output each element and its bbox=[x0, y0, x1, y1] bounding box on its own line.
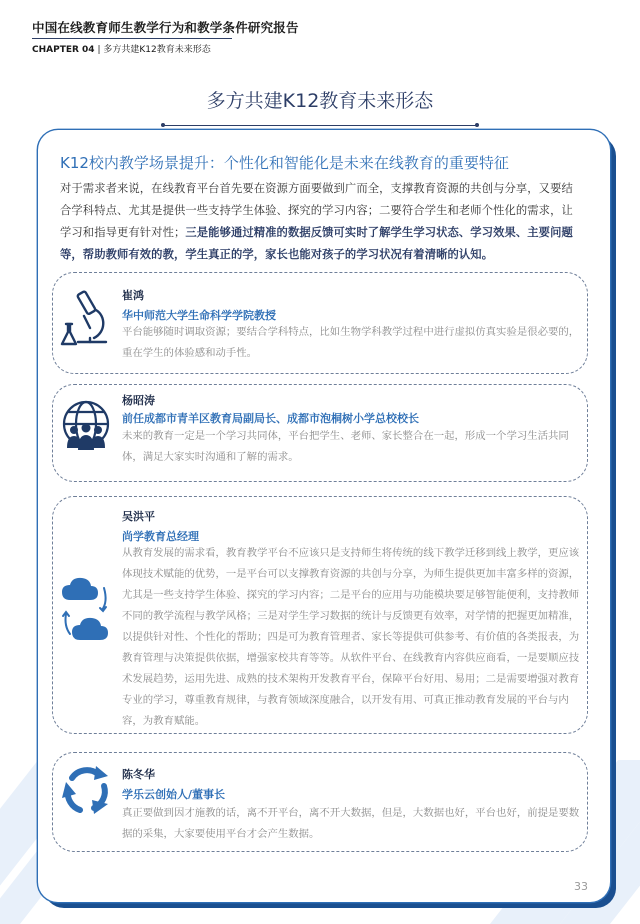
refresh-cycle-icon bbox=[60, 764, 112, 816]
header-divider bbox=[32, 38, 232, 39]
quote-text: 真正要做到因才施教的话，离不开平台，离不开大数据，但是，大数据也好，平台也好，前提是要数据的采集，大家要使用平台才会产生数据。 bbox=[122, 807, 580, 840]
quote-text: 未来的教育一定是一个学习共同体，平台把学生、老师、家长整合在一起，形成一个学习生活共同体，满足大家实时沟通和了解的需求。 bbox=[122, 430, 569, 463]
quote-text: 从教育发展的需求看，教育教学平台不应该只是支持师生将传统的线下教学迁移到线上教学，更应该体现技术赋能的优势，一是平台可以支撑教育资源的共创与分享，为师生提供更加丰富多样的资源，尤其是一些支持学生体验、探究的学习内容；二是平台的应用与功能模块要足够智能便利，支持教师不同的教学流程与教学风格；三是对学生学习数据的统计与反馈更有效率，对学情的把握更加精准，以提供针对性、个性化的帮助；四是可为教育管理者、家长等提供可供参考、有价值的各类报表，为教育管理与决策提供依据，增强家校共育等等。从软件平台、在线教育内容供应商看，一是要顺应技术发展趋势，运用先进、成熟的技术架构开发教育平台，保障平台好用、易用；二是需要增强对教育专业的学习，尊重教育规律，与教育领域深度融合，以开发有用、可真正推动教育发展的平台与内容，为教育赋能。 bbox=[122, 547, 580, 727]
quote-author-name: 吴洪平 bbox=[122, 510, 155, 523]
microscope-icon bbox=[60, 288, 110, 350]
quote-author-role: 尚学教育总经理 bbox=[122, 530, 199, 543]
section-heading: K12校内教学场景提升：个性化和智能化是未来在线教育的重要特征 bbox=[60, 154, 509, 172]
paragraph-emphasis: 三是能够通过精准的数据反馈可实时了解学生学习状态、学习效果、主要问题等，帮助教师有效的教，学生真正的学，家长也能对孩子的学习状况有着清晰的认知。 bbox=[60, 226, 573, 261]
quote-author-role: 前任成都市青羊区教育局副局长、成都市泡桐树小学总校校长 bbox=[122, 412, 419, 425]
chapter-number: CHAPTER 04 bbox=[32, 45, 95, 55]
title-underline bbox=[163, 125, 477, 126]
quote-author-role: 华中师范大学生命科学学院教授 bbox=[122, 309, 276, 322]
report-title: 中国在线教育师生教学行为和教学条件研究报告 bbox=[32, 20, 299, 35]
people-globe-icon bbox=[58, 398, 114, 454]
cloud-sync-icon bbox=[58, 574, 114, 646]
chapter-label bbox=[32, 42, 211, 55]
page-number: 33 bbox=[574, 880, 588, 893]
quote-author-name: 陈冬华 bbox=[122, 768, 155, 781]
chapter-title: 多方共建K12教育未来形态 bbox=[103, 45, 211, 55]
quote-author-name: 杨昭涛 bbox=[122, 394, 155, 407]
quote-author-name: 崔鸿 bbox=[122, 289, 144, 302]
quote-text: 平台能够随时调取资源；要结合学科特点，比如生物学科教学过程中进行虚拟仿真实验是很必要的，重在学生的体验感和动手性。 bbox=[122, 326, 580, 359]
page-title: 多方共建K12教育未来形态 bbox=[206, 90, 434, 112]
quote-author-role: 学乐云创始人/董事长 bbox=[122, 788, 226, 801]
section-paragraph bbox=[60, 178, 584, 266]
chapter-separator: | bbox=[94, 45, 104, 55]
paragraph-text: 对于需求者来说，在线教育平台首先要在资源方面要做到广而全，支撑教育资源的共创与分享，又要结合学科特点、尤其是提供一些支持学生体验、探究的学习内容；二要符合学生和老师个性化的需求，让学习和指导更有针对性； bbox=[60, 182, 573, 239]
